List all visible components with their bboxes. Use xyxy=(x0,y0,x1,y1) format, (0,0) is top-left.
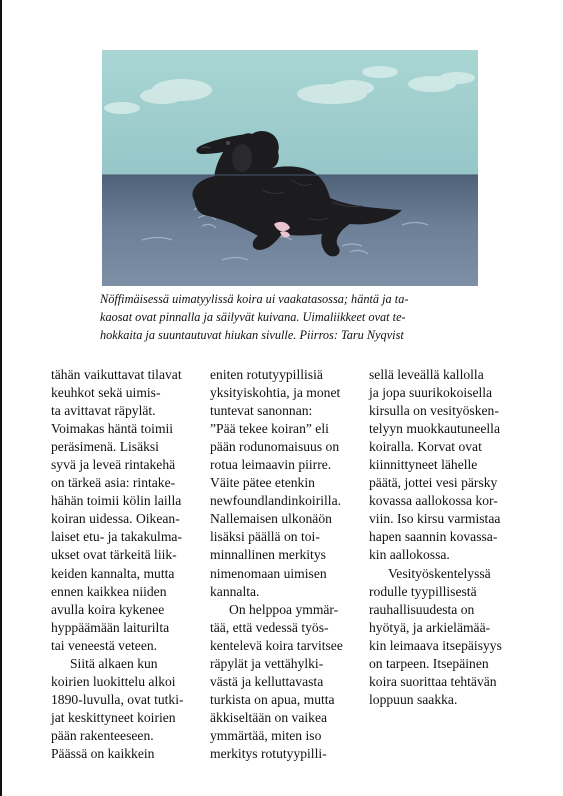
text-line: ymmärtää, miten iso xyxy=(210,727,322,743)
text-line: lisäksi päällä on toi- xyxy=(210,529,320,545)
text-line: ”Pää tekee koiran” eli xyxy=(210,421,329,437)
caption-line: Nöffimäisessä uimatyylissä koira ui vaakatasossa; häntä ja ta- xyxy=(100,292,409,306)
text-line: tuntevat sanonnan: xyxy=(210,403,313,419)
text-line: keuhkot sekä uimis- xyxy=(51,385,161,401)
text-line: sellä leveällä kallolla xyxy=(369,367,484,382)
paragraph-start-line: Siitä alkaen kun xyxy=(70,655,158,671)
text-line: kin aallokossa. xyxy=(369,547,450,563)
swimming-dog-illustration xyxy=(102,50,478,286)
text-line: nimenomaan uimisen xyxy=(210,565,327,581)
text-line: koirien luokittelu alkoi xyxy=(51,673,176,689)
text-line: telyyn muokkautuneella xyxy=(369,421,500,437)
text-line: avulla koira kykenee xyxy=(51,601,165,617)
text-line: yksityiskohtia, ja monet xyxy=(210,385,341,401)
sky xyxy=(102,50,478,175)
text-column-3 xyxy=(369,366,519,709)
caption-line: hokkaita ja suuntautuvat hiukan sivulle. Piirros: Taru Nyqvist xyxy=(100,328,404,342)
text-line: rotua leimaavin piirre. xyxy=(210,457,332,473)
text-line: pään rodunomaisuus on xyxy=(210,439,340,455)
text-line: kiinnittyneet lähelle xyxy=(369,457,478,473)
text-line: kannalta. xyxy=(210,583,260,599)
text-line: hähän toimii kölin lailla xyxy=(51,493,182,509)
text-line: kin leimaava itsepäisyys xyxy=(369,637,502,653)
text-line: rodulle tyypillisestä xyxy=(369,583,477,599)
text-line: minnallinen merkitys xyxy=(210,547,326,563)
figure-caption xyxy=(100,290,490,344)
caption-line: kaosat ovat pinnalla ja säilyvät kuivana. Uimaliikkeet ovat te- xyxy=(100,310,406,324)
text-line: koiralla. Korvat ovat xyxy=(369,439,482,455)
text-line: Väite pätee etenkin xyxy=(210,475,315,491)
text-line: västä ja kelluttavasta xyxy=(210,673,324,689)
paragraph-start-line: Vesityöskentelyssä xyxy=(388,565,491,581)
text-line: ennen kaikkea niiden xyxy=(51,583,167,599)
text-line: hyppäämään laiturilta xyxy=(51,619,170,635)
text-line: koira suorittaa tehtävän xyxy=(369,673,497,689)
text-line: 1890-luvulla, ovat tutki- xyxy=(51,691,184,707)
text-line: peräsimenä. Lisäksi xyxy=(51,439,159,455)
text-line: ukset ovat tärkeitä liik- xyxy=(51,547,177,563)
text-line: kentelevä koira tarvitsee xyxy=(210,637,343,653)
text-line: tai veneestä veteen. xyxy=(51,637,158,653)
text-line: keiden kannalta, mutta xyxy=(51,565,175,581)
text-line: hapen saannin kovassa- xyxy=(369,529,498,545)
text-line: on tärkeä asia: rintake- xyxy=(51,475,176,491)
text-line: rauhallisuudesta on xyxy=(369,601,475,617)
text-line: eniten rotutyypillisiä xyxy=(210,367,323,382)
text-line: Nallemaisen ulkonäön xyxy=(210,511,332,527)
text-line: kirsulla on vesityösken- xyxy=(369,403,499,419)
text-line: ja jopa suurikokoisella xyxy=(369,385,493,401)
text-line: newfoundlandinkoirilla. xyxy=(210,493,341,509)
text-line: merkitys rotutyypilli- xyxy=(210,745,327,761)
text-line: hyötyä, ja arkielämää- xyxy=(369,619,491,635)
text-line: ta avittavat räpylät. xyxy=(51,403,156,419)
text-line: Voimakas häntä toimii xyxy=(51,421,174,437)
text-line: viin. Iso kirsu varmistaa xyxy=(369,511,501,527)
text-column-1 xyxy=(51,366,201,763)
text-line: äkkiseltään on vaikea xyxy=(210,709,328,725)
text-line: on tarpeen. Itsepäinen xyxy=(369,655,489,671)
text-line: tähän vaikuttavat tilavat xyxy=(51,367,182,382)
paragraph-start-line: On helppoa ymmär- xyxy=(229,601,339,617)
illustration-drawing xyxy=(102,50,478,286)
page-edge-rule xyxy=(0,0,2,796)
text-line: Päässä on kaikkein xyxy=(51,745,155,761)
text-line: jat keskittyneet koirien xyxy=(51,709,176,725)
text-line: turkista on apua, mutta xyxy=(210,691,335,707)
text-line: syvä ja leveä rintakehä xyxy=(51,457,176,473)
text-line: räpylät ja vettähylki- xyxy=(210,655,324,671)
text-line: pään rakenteeseen. xyxy=(51,727,154,743)
text-line: laiset etu- ja takakulma- xyxy=(51,529,182,545)
text-line: loppuun saakka. xyxy=(369,691,458,707)
text-column-2 xyxy=(210,366,360,763)
text-line: kovassa aallokossa kor- xyxy=(369,493,498,509)
text-line: koiran uidessa. Oikean- xyxy=(51,511,180,527)
text-line: päätä, jottei vesi pärsky xyxy=(369,475,498,491)
text-line: tää, että vedessä työs- xyxy=(210,619,329,635)
